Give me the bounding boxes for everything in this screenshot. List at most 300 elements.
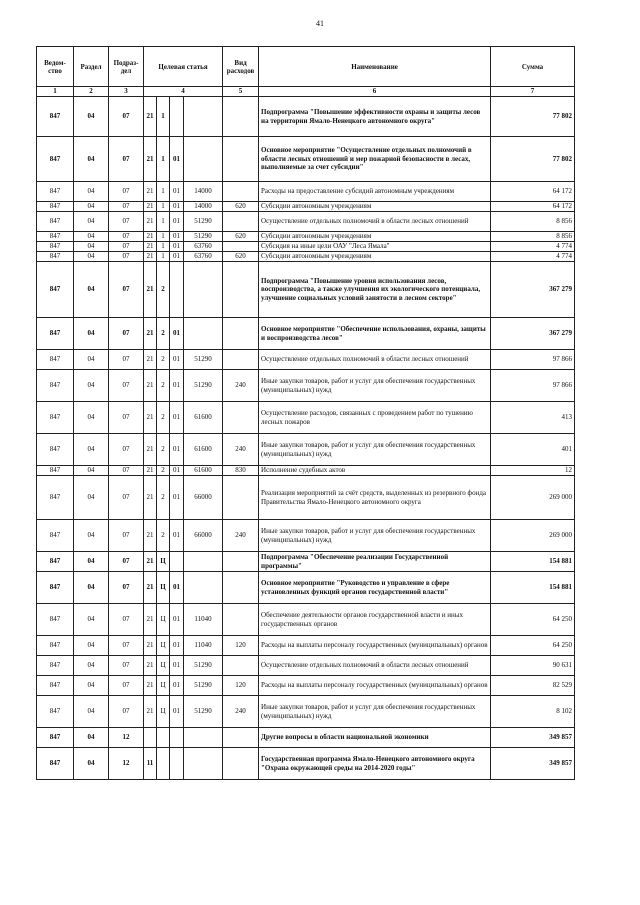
razdel-cell: 04 (74, 636, 109, 656)
vid-rashodov-cell (223, 572, 259, 604)
table-row (37, 572, 575, 604)
razdel-cell: 04 (74, 318, 109, 350)
table-row (37, 350, 575, 370)
vedomstvo-cell: 847 (37, 202, 74, 212)
target-code-b-cell: 1 (157, 137, 170, 182)
target-code-d-cell: 51290 (184, 656, 223, 676)
target-code-b-cell: Ц (157, 636, 170, 656)
name-cell: Расходы на предоставление субсидий автономным учреждениям (259, 182, 491, 202)
podrazdel-cell: 07 (109, 676, 144, 696)
header-celevaya-statya: Целевая статья (144, 47, 223, 87)
podrazdel-cell: 07 (109, 262, 144, 318)
target-code-a-cell: 21 (144, 252, 157, 262)
target-code-c-cell: 01 (170, 137, 184, 182)
target-code-c-cell: 01 (170, 476, 184, 520)
table-row (37, 748, 575, 780)
target-code-d-cell: 63760 (184, 242, 223, 252)
name-cell: Осуществление отдельных полномочий в области лесных отношений (259, 212, 491, 232)
razdel-cell: 04 (74, 604, 109, 636)
podrazdel-cell: 07 (109, 182, 144, 202)
vedomstvo-cell: 847 (37, 466, 74, 476)
target-code-c-cell: 01 (170, 182, 184, 202)
target-code-d-cell: 51290 (184, 212, 223, 232)
sum-cell: 12 (491, 466, 575, 476)
target-code-b-cell: 1 (157, 242, 170, 252)
table-row (37, 402, 575, 434)
target-code-a-cell: 21 (144, 402, 157, 434)
col-number: 5 (223, 87, 259, 97)
target-code-a-cell: 21 (144, 466, 157, 476)
razdel-cell: 04 (74, 232, 109, 242)
razdel-cell: 04 (74, 476, 109, 520)
vid-rashodov-cell (223, 604, 259, 636)
sum-cell: 90 631 (491, 656, 575, 676)
name-cell: Обеспечение деятельности органов государственной власти и иных государственных органов (259, 604, 491, 636)
name-cell: Осуществление расходов, связанных с проведением работ по тушению лесных пожаров (259, 402, 491, 434)
name-cell: Основное мероприятие "Руководство и управление в сфере установленных функций органов государственной власти" (259, 572, 491, 604)
name-cell: Реализация мероприятий за счёт средств, выделенных из резервного фонда Правительства Ямало-Ненецкого автономного округа (259, 476, 491, 520)
column-number-row (37, 87, 575, 97)
target-code-b-cell: 1 (157, 182, 170, 202)
sum-cell: 349 857 (491, 728, 575, 748)
name-cell: Основное мероприятие "Осуществление отдельных полномочий в области лесных отношений и мер пожарной безопасности в лесах, выполняемые за счет субсидии" (259, 137, 491, 182)
col-number: 2 (74, 87, 109, 97)
header-podrazdel: Подраз-дел (109, 47, 144, 87)
vid-rashodov-cell (223, 318, 259, 350)
vid-rashodov-cell: 120 (223, 636, 259, 656)
vedomstvo-cell: 847 (37, 370, 74, 402)
podrazdel-cell: 12 (109, 748, 144, 780)
target-code-a-cell: 21 (144, 676, 157, 696)
razdel-cell: 04 (74, 350, 109, 370)
podrazdel-cell: 07 (109, 350, 144, 370)
target-code-a-cell: 21 (144, 476, 157, 520)
target-code-b-cell: 1 (157, 97, 170, 137)
sum-cell: 4 774 (491, 242, 575, 252)
razdel-cell: 04 (74, 242, 109, 252)
target-code-d-cell (184, 318, 223, 350)
target-code-d-cell: 51290 (184, 350, 223, 370)
sum-cell: 64 172 (491, 182, 575, 202)
target-code-b-cell: 1 (157, 252, 170, 262)
table-row (37, 212, 575, 232)
col-number: 6 (259, 87, 491, 97)
podrazdel-cell: 07 (109, 252, 144, 262)
name-cell: Государственная программа Ямало-Ненецкого автономного округа "Охрана окружающей среды на 2014-2020 годы" (259, 748, 491, 780)
podrazdel-cell: 07 (109, 370, 144, 402)
target-code-b-cell: 2 (157, 520, 170, 552)
target-code-d-cell: 51290 (184, 370, 223, 402)
name-cell: Иные закупки товаров, работ и услуг для обеспечения государственных (муниципальных) нужд (259, 434, 491, 466)
razdel-cell: 04 (74, 728, 109, 748)
name-cell: Субсидии автономным учреждениям (259, 252, 491, 262)
vid-rashodov-cell (223, 182, 259, 202)
target-code-c-cell: 01 (170, 350, 184, 370)
col-number: 3 (109, 87, 144, 97)
target-code-c-cell (170, 728, 184, 748)
sum-cell: 97 866 (491, 350, 575, 370)
target-code-d-cell (184, 552, 223, 572)
table-row (37, 252, 575, 262)
col-number: 1 (37, 87, 74, 97)
name-cell: Другие вопросы в области национальной экономики (259, 728, 491, 748)
target-code-a-cell: 11 (144, 748, 157, 780)
header-razdel: Раздел (74, 47, 109, 87)
vid-rashodov-cell (223, 242, 259, 252)
vid-rashodov-cell (223, 656, 259, 676)
razdel-cell: 04 (74, 656, 109, 676)
page-number: 41 (316, 19, 324, 28)
vedomstvo-cell: 847 (37, 656, 74, 676)
vedomstvo-cell: 847 (37, 262, 74, 318)
razdel-cell: 04 (74, 572, 109, 604)
target-code-b-cell: 1 (157, 232, 170, 242)
razdel-cell: 04 (74, 676, 109, 696)
target-code-c-cell: 01 (170, 636, 184, 656)
target-code-d-cell (184, 572, 223, 604)
name-cell: Основное мероприятие "Обеспечение использования, охраны, защиты и воспроизводства лесов" (259, 318, 491, 350)
target-code-d-cell: 14000 (184, 182, 223, 202)
podrazdel-cell: 07 (109, 572, 144, 604)
vid-rashodov-cell: 240 (223, 696, 259, 728)
table-row (37, 676, 575, 696)
target-code-c-cell: 01 (170, 434, 184, 466)
podrazdel-cell: 07 (109, 318, 144, 350)
table-row (37, 370, 575, 402)
target-code-b-cell: 1 (157, 212, 170, 232)
podrazdel-cell: 07 (109, 202, 144, 212)
target-code-b-cell (157, 748, 170, 780)
vid-rashodov-cell: 120 (223, 676, 259, 696)
podrazdel-cell: 07 (109, 636, 144, 656)
name-cell: Исполнение судебных актов (259, 466, 491, 476)
vedomstvo-cell: 847 (37, 252, 74, 262)
sum-cell: 8 102 (491, 696, 575, 728)
target-code-b-cell (157, 728, 170, 748)
name-cell: Иные закупки товаров, работ и услуг для обеспечения государственных (муниципальных) нужд (259, 520, 491, 552)
razdel-cell: 04 (74, 370, 109, 402)
table-row (37, 656, 575, 676)
podrazdel-cell: 12 (109, 728, 144, 748)
target-code-a-cell: 21 (144, 242, 157, 252)
vedomstvo-cell: 847 (37, 552, 74, 572)
razdel-cell: 04 (74, 466, 109, 476)
table-row (37, 242, 575, 252)
vid-rashodov-cell (223, 748, 259, 780)
podrazdel-cell: 07 (109, 604, 144, 636)
sum-cell: 8 856 (491, 232, 575, 242)
target-code-a-cell: 21 (144, 370, 157, 402)
target-code-d-cell: 51290 (184, 232, 223, 242)
vid-rashodov-cell (223, 402, 259, 434)
target-code-c-cell: 01 (170, 232, 184, 242)
target-code-a-cell: 21 (144, 636, 157, 656)
target-code-d-cell: 11040 (184, 636, 223, 656)
target-code-c-cell: 01 (170, 212, 184, 232)
vid-rashodov-cell: 240 (223, 520, 259, 552)
target-code-d-cell: 61600 (184, 466, 223, 476)
target-code-b-cell: 2 (157, 476, 170, 520)
razdel-cell: 04 (74, 748, 109, 780)
target-code-a-cell: 21 (144, 572, 157, 604)
target-code-d-cell: 63760 (184, 252, 223, 262)
vid-rashodov-cell: 240 (223, 370, 259, 402)
target-code-c-cell: 01 (170, 318, 184, 350)
target-code-a-cell: 21 (144, 212, 157, 232)
table-row (37, 434, 575, 466)
sum-cell: 64 250 (491, 636, 575, 656)
podrazdel-cell: 07 (109, 232, 144, 242)
target-code-a-cell: 21 (144, 202, 157, 212)
header-vedomstvo: Ведом-ство (37, 47, 74, 87)
header-row (37, 47, 575, 87)
target-code-b-cell: 2 (157, 466, 170, 476)
razdel-cell: 04 (74, 97, 109, 137)
razdel-cell: 04 (74, 696, 109, 728)
vedomstvo-cell: 847 (37, 212, 74, 232)
target-code-d-cell: 66000 (184, 520, 223, 552)
vid-rashodov-cell: 620 (223, 232, 259, 242)
sum-cell: 401 (491, 434, 575, 466)
target-code-d-cell (184, 262, 223, 318)
razdel-cell: 04 (74, 137, 109, 182)
target-code-c-cell: 01 (170, 252, 184, 262)
name-cell: Осуществление отдельных полномочий в области лесных отношений (259, 350, 491, 370)
target-code-b-cell: 1 (157, 202, 170, 212)
target-code-b-cell: Ц (157, 604, 170, 636)
podrazdel-cell: 07 (109, 402, 144, 434)
target-code-c-cell: 01 (170, 202, 184, 212)
target-code-a-cell: 21 (144, 232, 157, 242)
podrazdel-cell: 07 (109, 242, 144, 252)
vid-rashodov-cell: 240 (223, 434, 259, 466)
target-code-b-cell: Ц (157, 572, 170, 604)
razdel-cell: 04 (74, 212, 109, 232)
target-code-c-cell: 01 (170, 402, 184, 434)
target-code-c-cell: 01 (170, 656, 184, 676)
sum-cell: 77 802 (491, 97, 575, 137)
razdel-cell: 04 (74, 252, 109, 262)
razdel-cell: 04 (74, 552, 109, 572)
podrazdel-cell: 07 (109, 466, 144, 476)
name-cell: Расходы на выплаты персоналу государственных (муниципальных) органов (259, 636, 491, 656)
table-row (37, 696, 575, 728)
header-vid-rashodov: Вид расходов (223, 47, 259, 87)
target-code-d-cell (184, 748, 223, 780)
target-code-d-cell: 51290 (184, 696, 223, 728)
vid-rashodov-cell: 830 (223, 466, 259, 476)
target-code-a-cell: 21 (144, 318, 157, 350)
sum-cell: 82 529 (491, 676, 575, 696)
podrazdel-cell: 07 (109, 552, 144, 572)
vid-rashodov-cell (223, 350, 259, 370)
target-code-c-cell: 01 (170, 604, 184, 636)
target-code-a-cell: 21 (144, 182, 157, 202)
target-code-d-cell (184, 728, 223, 748)
vedomstvo-cell: 847 (37, 748, 74, 780)
target-code-d-cell: 51290 (184, 676, 223, 696)
target-code-d-cell: 61600 (184, 434, 223, 466)
sum-cell: 269 000 (491, 476, 575, 520)
vedomstvo-cell: 847 (37, 232, 74, 242)
name-cell: Подпрограмма "Повышение уровня использования лесов, воспроизводства, а также улучшения их экологического потенциала, улучшение социальных условий занятости в лесном секторе" (259, 262, 491, 318)
table-row (37, 182, 575, 202)
vedomstvo-cell: 847 (37, 402, 74, 434)
vedomstvo-cell: 847 (37, 604, 74, 636)
table-row (37, 476, 575, 520)
target-code-a-cell: 21 (144, 696, 157, 728)
sum-cell: 269 000 (491, 520, 575, 552)
target-code-a-cell: 21 (144, 552, 157, 572)
target-code-c-cell: 01 (170, 520, 184, 552)
target-code-a-cell: 21 (144, 656, 157, 676)
target-code-d-cell (184, 137, 223, 182)
target-code-a-cell: 21 (144, 137, 157, 182)
vid-rashodov-cell (223, 262, 259, 318)
target-code-c-cell (170, 262, 184, 318)
table-row (37, 232, 575, 242)
target-code-a-cell: 21 (144, 434, 157, 466)
target-code-c-cell: 01 (170, 676, 184, 696)
table-row (37, 552, 575, 572)
sum-cell: 367 279 (491, 262, 575, 318)
razdel-cell: 04 (74, 402, 109, 434)
vedomstvo-cell: 847 (37, 318, 74, 350)
target-code-d-cell: 11040 (184, 604, 223, 636)
vedomstvo-cell: 847 (37, 696, 74, 728)
table-row (37, 466, 575, 476)
target-code-b-cell: Ц (157, 696, 170, 728)
sum-cell: 64 250 (491, 604, 575, 636)
podrazdel-cell: 07 (109, 137, 144, 182)
vid-rashodov-cell (223, 137, 259, 182)
vid-rashodov-cell (223, 212, 259, 232)
name-cell: Подпрограмма "Обеспечение реализации Государственной программы" (259, 552, 491, 572)
sum-cell: 97 866 (491, 370, 575, 402)
target-code-c-cell (170, 748, 184, 780)
vedomstvo-cell: 847 (37, 434, 74, 466)
table-body (37, 97, 575, 780)
vedomstvo-cell: 847 (37, 242, 74, 252)
vid-rashodov-cell: 620 (223, 202, 259, 212)
target-code-a-cell: 21 (144, 262, 157, 318)
sum-cell: 8 856 (491, 212, 575, 232)
vedomstvo-cell: 847 (37, 182, 74, 202)
sum-cell: 4 774 (491, 252, 575, 262)
podrazdel-cell: 07 (109, 434, 144, 466)
target-code-c-cell (170, 552, 184, 572)
target-code-c-cell: 01 (170, 370, 184, 402)
name-cell: Расходы на выплаты персоналу государственных (муниципальных) органов (259, 676, 491, 696)
target-code-d-cell: 61600 (184, 402, 223, 434)
table-row (37, 636, 575, 656)
vedomstvo-cell: 847 (37, 676, 74, 696)
sum-cell: 64 172 (491, 202, 575, 212)
podrazdel-cell: 07 (109, 97, 144, 137)
razdel-cell: 04 (74, 434, 109, 466)
podrazdel-cell: 07 (109, 696, 144, 728)
table-row (37, 202, 575, 212)
name-cell: Субсидии автономным учреждениям (259, 232, 491, 242)
target-code-b-cell: Ц (157, 676, 170, 696)
target-code-a-cell (144, 728, 157, 748)
target-code-d-cell (184, 97, 223, 137)
vid-rashodov-cell (223, 552, 259, 572)
vid-rashodov-cell (223, 476, 259, 520)
vedomstvo-cell: 847 (37, 476, 74, 520)
target-code-b-cell: 2 (157, 370, 170, 402)
podrazdel-cell: 07 (109, 656, 144, 676)
name-cell: Осуществление отдельных полномочий в области лесных отношений (259, 656, 491, 676)
vid-rashodov-cell (223, 97, 259, 137)
target-code-d-cell: 66000 (184, 476, 223, 520)
target-code-b-cell: Ц (157, 656, 170, 676)
target-code-b-cell: 2 (157, 318, 170, 350)
name-cell: Субсидия на иные цели ОАУ "Леса Ямала" (259, 242, 491, 252)
target-code-a-cell: 21 (144, 520, 157, 552)
vedomstvo-cell: 847 (37, 520, 74, 552)
col-number: 7 (491, 87, 575, 97)
podrazdel-cell: 07 (109, 212, 144, 232)
target-code-c-cell: 01 (170, 242, 184, 252)
vid-rashodov-cell: 620 (223, 252, 259, 262)
table-row (37, 728, 575, 748)
name-cell: Подпрограмма "Повышение эффективности охраны и защиты лесов на территории Ямало-Ненецкого автономного округа" (259, 97, 491, 137)
sum-cell: 413 (491, 402, 575, 434)
vedomstvo-cell: 847 (37, 350, 74, 370)
budget-table (36, 46, 575, 780)
table-row (37, 604, 575, 636)
target-code-d-cell: 14000 (184, 202, 223, 212)
table-row (37, 97, 575, 137)
name-cell: Иные закупки товаров, работ и услуг для обеспечения государственных (муниципальных) нужд (259, 696, 491, 728)
podrazdel-cell: 07 (109, 520, 144, 552)
target-code-a-cell: 21 (144, 604, 157, 636)
target-code-b-cell: 2 (157, 262, 170, 318)
razdel-cell: 04 (74, 262, 109, 318)
razdel-cell: 04 (74, 520, 109, 552)
target-code-c-cell: 01 (170, 466, 184, 476)
name-cell: Иные закупки товаров, работ и услуг для обеспечения государственных (муниципальных) нужд (259, 370, 491, 402)
target-code-b-cell: 2 (157, 402, 170, 434)
target-code-b-cell: 2 (157, 434, 170, 466)
table-row (37, 262, 575, 318)
target-code-c-cell (170, 97, 184, 137)
header-summa: Сумма (491, 47, 575, 87)
col-number: 4 (144, 87, 223, 97)
table-row (37, 318, 575, 350)
sum-cell: 367 279 (491, 318, 575, 350)
sum-cell: 154 881 (491, 552, 575, 572)
sum-cell: 154 881 (491, 572, 575, 604)
sum-cell: 77 802 (491, 137, 575, 182)
target-code-c-cell: 01 (170, 572, 184, 604)
podrazdel-cell: 07 (109, 476, 144, 520)
target-code-a-cell: 21 (144, 97, 157, 137)
table-row (37, 137, 575, 182)
table-row (37, 520, 575, 552)
vedomstvo-cell: 847 (37, 572, 74, 604)
vedomstvo-cell: 847 (37, 728, 74, 748)
target-code-b-cell: 2 (157, 350, 170, 370)
vid-rashodov-cell (223, 728, 259, 748)
target-code-b-cell: Ц (157, 552, 170, 572)
razdel-cell: 04 (74, 202, 109, 212)
vedomstvo-cell: 847 (37, 636, 74, 656)
vedomstvo-cell: 847 (37, 97, 74, 137)
razdel-cell: 04 (74, 182, 109, 202)
name-cell: Субсидии автономным учреждениям (259, 202, 491, 212)
